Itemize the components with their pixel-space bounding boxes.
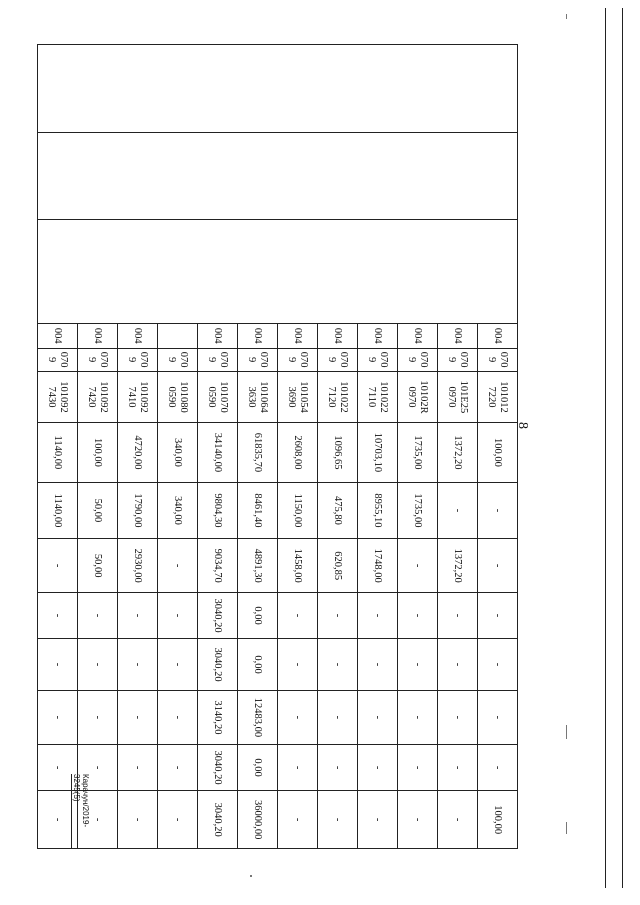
table-cell-c4: 1096,65 bbox=[318, 423, 358, 482]
description-cell bbox=[438, 132, 478, 220]
table-cell-c1: 004 bbox=[118, 323, 158, 348]
description-cell bbox=[278, 45, 318, 133]
table-cell-c1: 004 bbox=[38, 323, 78, 348]
table-cell-c3: 101E25 0970 bbox=[438, 371, 478, 423]
table-cell-c1: 004 bbox=[438, 323, 478, 348]
description-cell bbox=[318, 45, 358, 133]
table-cell-c11: - bbox=[318, 791, 358, 849]
table-cell-c10: 0,00 bbox=[238, 744, 278, 790]
table-cell-c8: - bbox=[398, 639, 438, 691]
description-cell bbox=[438, 45, 478, 133]
table-cell-c2: 070 9 bbox=[78, 348, 118, 371]
table-cell-c8: - bbox=[78, 639, 118, 691]
table-cell-c11: 100,00 bbox=[478, 791, 518, 849]
table-cell-c8: - bbox=[278, 639, 318, 691]
table-cell-c8: - bbox=[38, 639, 78, 691]
table-cell-c6: 2930,00 bbox=[118, 539, 158, 592]
description-cell bbox=[198, 45, 238, 133]
table-cell-c3: 101092 7420 bbox=[78, 371, 118, 423]
description-cell bbox=[238, 45, 278, 133]
description-cell bbox=[278, 132, 318, 220]
table-cell-c9: - bbox=[38, 690, 78, 744]
table-cell-c5: 475,80 bbox=[318, 482, 358, 539]
table-cell-c3: 101012 7220 bbox=[478, 371, 518, 423]
table-row bbox=[398, 45, 438, 849]
description-cell bbox=[358, 45, 398, 133]
table-cell-c10: - bbox=[78, 744, 118, 790]
table-cell-c3: 101070 0590 bbox=[198, 371, 238, 423]
table-cell-c9: 3140,20 bbox=[198, 690, 238, 744]
table-cell-c9: - bbox=[478, 690, 518, 744]
scan-edge-line bbox=[622, 8, 623, 888]
table-row bbox=[318, 45, 358, 849]
table-cell-c8: - bbox=[438, 639, 478, 691]
rotated-page bbox=[46, 44, 540, 849]
table-cell-c8: - bbox=[358, 639, 398, 691]
table-cell-c2: 070 9 bbox=[478, 348, 518, 371]
table-cell-c9: - bbox=[78, 690, 118, 744]
table-cell-c9: - bbox=[278, 690, 318, 744]
table-cell-c8: 3040,20 bbox=[198, 639, 238, 691]
table-cell-c6: 9034,70 bbox=[198, 539, 238, 592]
table-cell-c9: - bbox=[318, 690, 358, 744]
description-cell bbox=[318, 220, 358, 323]
table-cell-c4: 1140,00 bbox=[38, 423, 78, 482]
table-cell-c11: - bbox=[158, 791, 198, 849]
table-cell-c7: - bbox=[278, 592, 318, 638]
table-cell-c2: 070 9 bbox=[278, 348, 318, 371]
table-cell-c5: 1735,00 bbox=[398, 482, 438, 539]
table-cell-c3: 10102R 0970 bbox=[398, 371, 438, 423]
table-cell-c2: 070 9 bbox=[118, 348, 158, 371]
table-cell-c7: - bbox=[358, 592, 398, 638]
table-cell-c5: 8461,40 bbox=[238, 482, 278, 539]
table-cell-c1: 004 bbox=[238, 323, 278, 348]
description-cell bbox=[198, 220, 238, 323]
table-cell-c10: - bbox=[158, 744, 198, 790]
description-cell bbox=[118, 220, 158, 323]
description-cell bbox=[478, 132, 518, 220]
table-cell-c2: 070 9 bbox=[358, 348, 398, 371]
description-cell bbox=[398, 132, 438, 220]
description-cell bbox=[238, 220, 278, 323]
table-cell-c6: - bbox=[398, 539, 438, 592]
table-cell-c4: 1735,00 bbox=[398, 423, 438, 482]
scan-speck bbox=[566, 822, 567, 834]
description-cell bbox=[238, 132, 278, 220]
table-cell-c4: 100,00 bbox=[78, 423, 118, 482]
table-cell-c5: 8955,10 bbox=[358, 482, 398, 539]
description-cell bbox=[398, 220, 438, 323]
description-cell bbox=[478, 220, 518, 323]
scan-speck bbox=[250, 875, 252, 877]
table-cell-c5: - bbox=[438, 482, 478, 539]
table-cell-c5: 1790,00 bbox=[118, 482, 158, 539]
table-cell-c7: - bbox=[318, 592, 358, 638]
description-cell bbox=[158, 132, 198, 220]
table-cell-c6: 50,00 bbox=[78, 539, 118, 592]
table-cell-c1: 004 bbox=[78, 323, 118, 348]
table-cell-c4: 61835,70 bbox=[238, 423, 278, 482]
table-cell-c10: - bbox=[398, 744, 438, 790]
description-cell bbox=[38, 132, 78, 220]
table-cell-c6: - bbox=[158, 539, 198, 592]
table-cell-c8: 0,00 bbox=[238, 639, 278, 691]
table-cell-c4: 4720,00 bbox=[118, 423, 158, 482]
description-cell bbox=[38, 45, 78, 133]
table-cell-c2: 070 9 bbox=[398, 348, 438, 371]
table-cell-c3: 101092 7430 bbox=[38, 371, 78, 423]
table-cell-c7: - bbox=[38, 592, 78, 638]
scan-speck bbox=[566, 14, 567, 19]
table-cell-c10: - bbox=[358, 744, 398, 790]
table-cell-c6: 4891,30 bbox=[238, 539, 278, 592]
table-cell-c5: 9804,30 bbox=[198, 482, 238, 539]
table-cell-c1 bbox=[158, 323, 198, 348]
table-cell-c2: 070 9 bbox=[318, 348, 358, 371]
table-cell-c11: - bbox=[38, 791, 78, 849]
budget-table bbox=[37, 44, 518, 849]
table-cell-c5: 1140,00 bbox=[38, 482, 78, 539]
description-cell bbox=[398, 45, 438, 133]
table-cell-c11: - bbox=[78, 791, 118, 849]
table-cell-c7: - bbox=[78, 592, 118, 638]
table-cell-c9: - bbox=[398, 690, 438, 744]
page-number: 8 bbox=[515, 422, 530, 429]
table-cell-c5: 340,00 bbox=[158, 482, 198, 539]
table-row bbox=[38, 45, 78, 849]
table-cell-c5: - bbox=[478, 482, 518, 539]
table-cell-c3: 101054 3690 bbox=[278, 371, 318, 423]
footer-reference: Карачун/2019-3245(5) bbox=[71, 774, 90, 849]
table-cell-c9: - bbox=[358, 690, 398, 744]
table-cell-c10: - bbox=[38, 744, 78, 790]
description-cell bbox=[78, 45, 118, 133]
table-cell-c11: 3040,20 bbox=[198, 791, 238, 849]
table-cell-c7: - bbox=[478, 592, 518, 638]
table-cell-c6: 1458,00 bbox=[278, 539, 318, 592]
table-cell-c11: 36000,00 bbox=[238, 791, 278, 849]
table-cell-c1: 004 bbox=[318, 323, 358, 348]
description-cell bbox=[438, 220, 478, 323]
table-cell-c7: 0,00 bbox=[238, 592, 278, 638]
description-cell bbox=[278, 220, 318, 323]
table-cell-c10: - bbox=[478, 744, 518, 790]
table-cell-c5: 1150,00 bbox=[278, 482, 318, 539]
table-cell-c11: - bbox=[398, 791, 438, 849]
scan-edge-line bbox=[605, 8, 606, 888]
table-cell-c9: 12483,00 bbox=[238, 690, 278, 744]
table-cell-c7: 3040,20 bbox=[198, 592, 238, 638]
table-cell-c3: 101022 7110 bbox=[358, 371, 398, 423]
table-cell-c9: - bbox=[438, 690, 478, 744]
table-cell-c2: 070 9 bbox=[438, 348, 478, 371]
table-cell-c4: 34140,00 bbox=[198, 423, 238, 482]
table-cell-c11: - bbox=[278, 791, 318, 849]
table-cell-c8: - bbox=[118, 639, 158, 691]
table-cell-c10: - bbox=[318, 744, 358, 790]
table-cell-c7: - bbox=[158, 592, 198, 638]
table-cell-c6: - bbox=[478, 539, 518, 592]
table-row bbox=[238, 45, 278, 849]
table-cell-c10: - bbox=[278, 744, 318, 790]
table-cell-c2: 070 9 bbox=[198, 348, 238, 371]
table-cell-c11: - bbox=[438, 791, 478, 849]
table-cell-c8: - bbox=[158, 639, 198, 691]
table-cell-c6: - bbox=[38, 539, 78, 592]
table-cell-c10: 3040,20 bbox=[198, 744, 238, 790]
table-cell-c7: - bbox=[438, 592, 478, 638]
table-cell-c6: 1372,20 bbox=[438, 539, 478, 592]
description-cell bbox=[198, 132, 238, 220]
description-cell bbox=[318, 132, 358, 220]
table-cell-c4: 340,00 bbox=[158, 423, 198, 482]
table-row bbox=[198, 45, 238, 849]
description-cell bbox=[78, 132, 118, 220]
table-cell-c9: - bbox=[158, 690, 198, 744]
table-cell-c1: 004 bbox=[358, 323, 398, 348]
table-cell-c7: - bbox=[118, 592, 158, 638]
table-cell-c10: - bbox=[118, 744, 158, 790]
table-cell-c1: 004 bbox=[398, 323, 438, 348]
table-cell-c6: 1748,00 bbox=[358, 539, 398, 592]
table-cell-c1: 004 bbox=[198, 323, 238, 348]
table-cell-c4: 10703,10 bbox=[358, 423, 398, 482]
description-cell bbox=[358, 220, 398, 323]
table-row bbox=[358, 45, 398, 849]
table-cell-c3: 101092 7410 bbox=[118, 371, 158, 423]
table-cell-c10: - bbox=[438, 744, 478, 790]
table-row bbox=[158, 45, 198, 849]
table-cell-c11: - bbox=[358, 791, 398, 849]
description-cell bbox=[78, 220, 118, 323]
table-cell-c2: 070 9 bbox=[238, 348, 278, 371]
table-cell-c9: - bbox=[118, 690, 158, 744]
table-cell-c3: 101080 0590 bbox=[158, 371, 198, 423]
description-cell bbox=[118, 45, 158, 133]
table-cell-c3: 101022 7120 bbox=[318, 371, 358, 423]
description-cell bbox=[38, 220, 78, 323]
description-cell bbox=[158, 45, 198, 133]
table-cell-c2: 070 9 bbox=[38, 348, 78, 371]
table-cell-c1: 004 bbox=[278, 323, 318, 348]
table-row bbox=[118, 45, 158, 849]
table-cell-c4: 2608,00 bbox=[278, 423, 318, 482]
table-cell-c3: 101064 3630 bbox=[238, 371, 278, 423]
table-cell-c11: - bbox=[118, 791, 158, 849]
description-cell bbox=[358, 132, 398, 220]
table-row bbox=[78, 45, 118, 849]
table-cell-c4: 1372,20 bbox=[438, 423, 478, 482]
description-cell bbox=[478, 45, 518, 133]
table-cell-c7: - bbox=[398, 592, 438, 638]
scan-speck bbox=[566, 725, 567, 739]
description-cell bbox=[158, 220, 198, 323]
table-cell-c2: 070 9 bbox=[158, 348, 198, 371]
table-row bbox=[478, 45, 518, 849]
table-cell-c6: 620,85 bbox=[318, 539, 358, 592]
table-cell-c4: 100,00 bbox=[478, 423, 518, 482]
table-row bbox=[278, 45, 318, 849]
table-cell-c1: 004 bbox=[478, 323, 518, 348]
table-cell-c8: - bbox=[318, 639, 358, 691]
table-cell-c5: 50,00 bbox=[78, 482, 118, 539]
table-cell-c8: - bbox=[478, 639, 518, 691]
description-cell bbox=[118, 132, 158, 220]
table-row bbox=[438, 45, 478, 849]
